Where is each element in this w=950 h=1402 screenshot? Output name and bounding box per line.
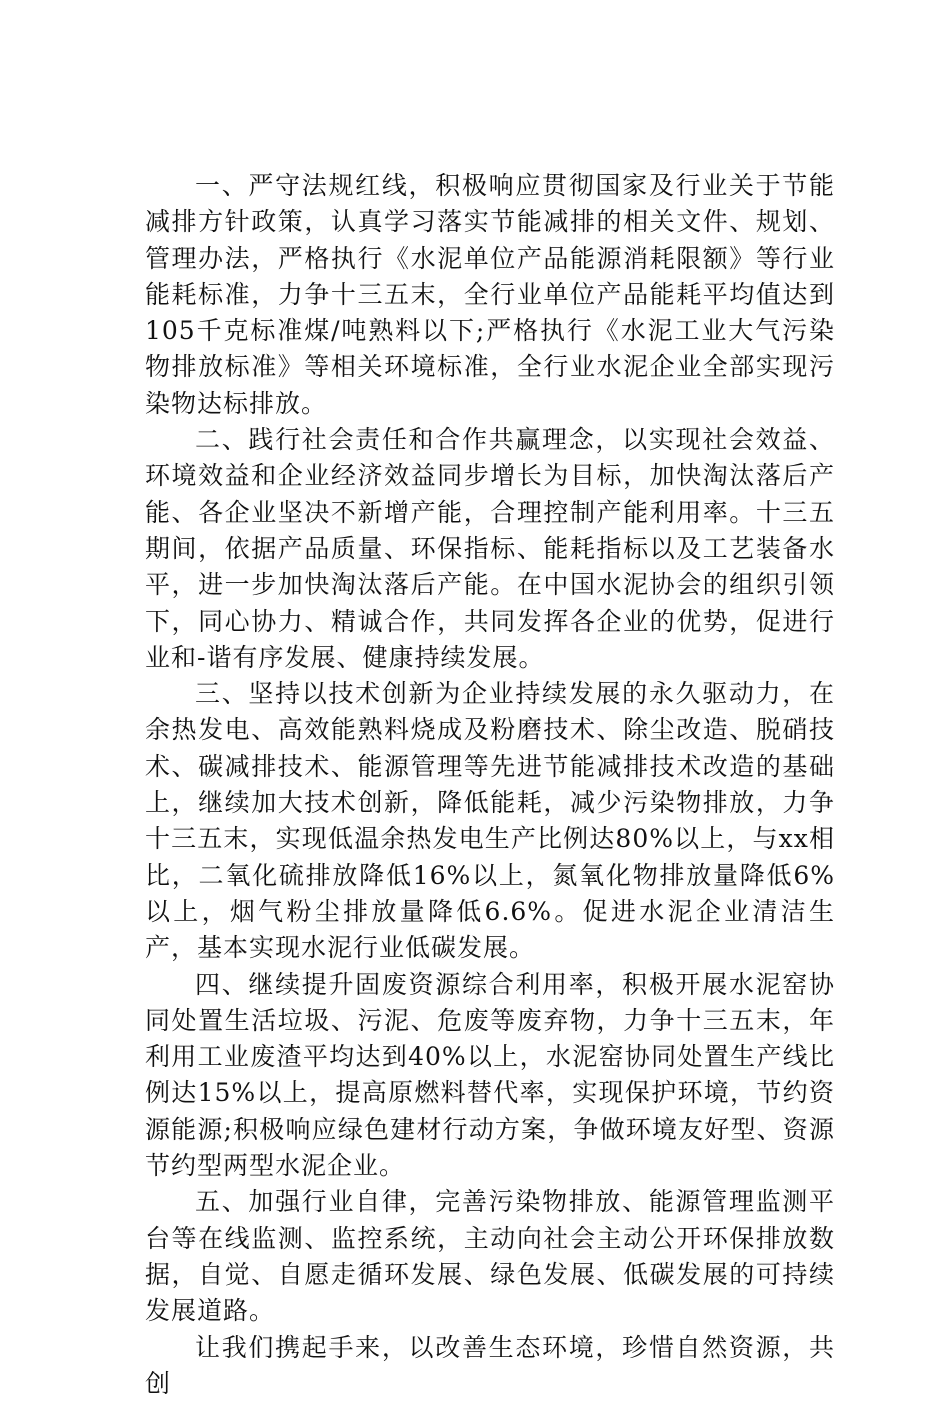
paragraph-5: 五、加强行业自律，完善污染物排放、能源管理监测平台等在线监测、监控系统，主动向社会主动公开环保排放数据，自觉、自愿走循环发展、绿色发展、低碳发展的可持续发展道路。	[145, 1184, 835, 1329]
paragraph-6: 让我们携起手来，以改善生态环境，珍惜自然资源，共创	[145, 1330, 835, 1402]
paragraph-1: 一、严守法规红线，积极响应贯彻国家及行业关于节能减排方针政策，认真学习落实节能减排的相关文件、规划、管理办法，严格执行《水泥单位产品能源消耗限额》等行业能耗标准，力争十三五末，全行业单位产品能耗平均值达到105千克标准煤/吨熟料以下;严格执行《水泥工业大气污染物排放标准》等相关环境标准，全行业水泥企业全部实现污染物达标排放。	[145, 168, 835, 422]
document-body	[145, 168, 835, 1402]
paragraph-4: 四、继续提升固废资源综合利用率，积极开展水泥窑协同处置生活垃圾、污泥、危废等废弃物，力争十三五末，年利用工业废渣平均达到40%以上，水泥窑协同处置生产线比例达15%以上，提高原燃料替代率，实现保护环境，节约资源能源;积极响应绿色建材行动方案，争做环境友好型、资源节约型两型水泥企业。	[145, 967, 835, 1185]
paragraph-3: 三、坚持以技术创新为企业持续发展的永久驱动力，在余热发电、高效能熟料烧成及粉磨技术、除尘改造、脱硝技术、碳减排技术、能源管理等先进节能减排技术改造的基础上，继续加大技术创新，降低能耗，减少污染物排放，力争十三五末，实现低温余热发电生产比例达80%以上，与xx相比，二氧化硫排放降低16%以上，氮氧化物排放量降低6%以上，烟气粉尘排放量降低6.6%。促进水泥企业清洁生产，基本实现水泥行业低碳发展。	[145, 676, 835, 966]
paragraph-2: 二、践行社会责任和合作共赢理念，以实现社会效益、环境效益和企业经济效益同步增长为目标，加快淘汰落后产能、各企业坚决不新增产能，合理控制产能利用率。十三五期间，依据产品质量、环保指标、能耗指标以及工艺装备水平，进一步加快淘汰落后产能。在中国水泥协会的组织引领下，同心协力、精诚合作，共同发挥各企业的优势，促进行业和-谐有序发展、健康持续发展。	[145, 422, 835, 676]
